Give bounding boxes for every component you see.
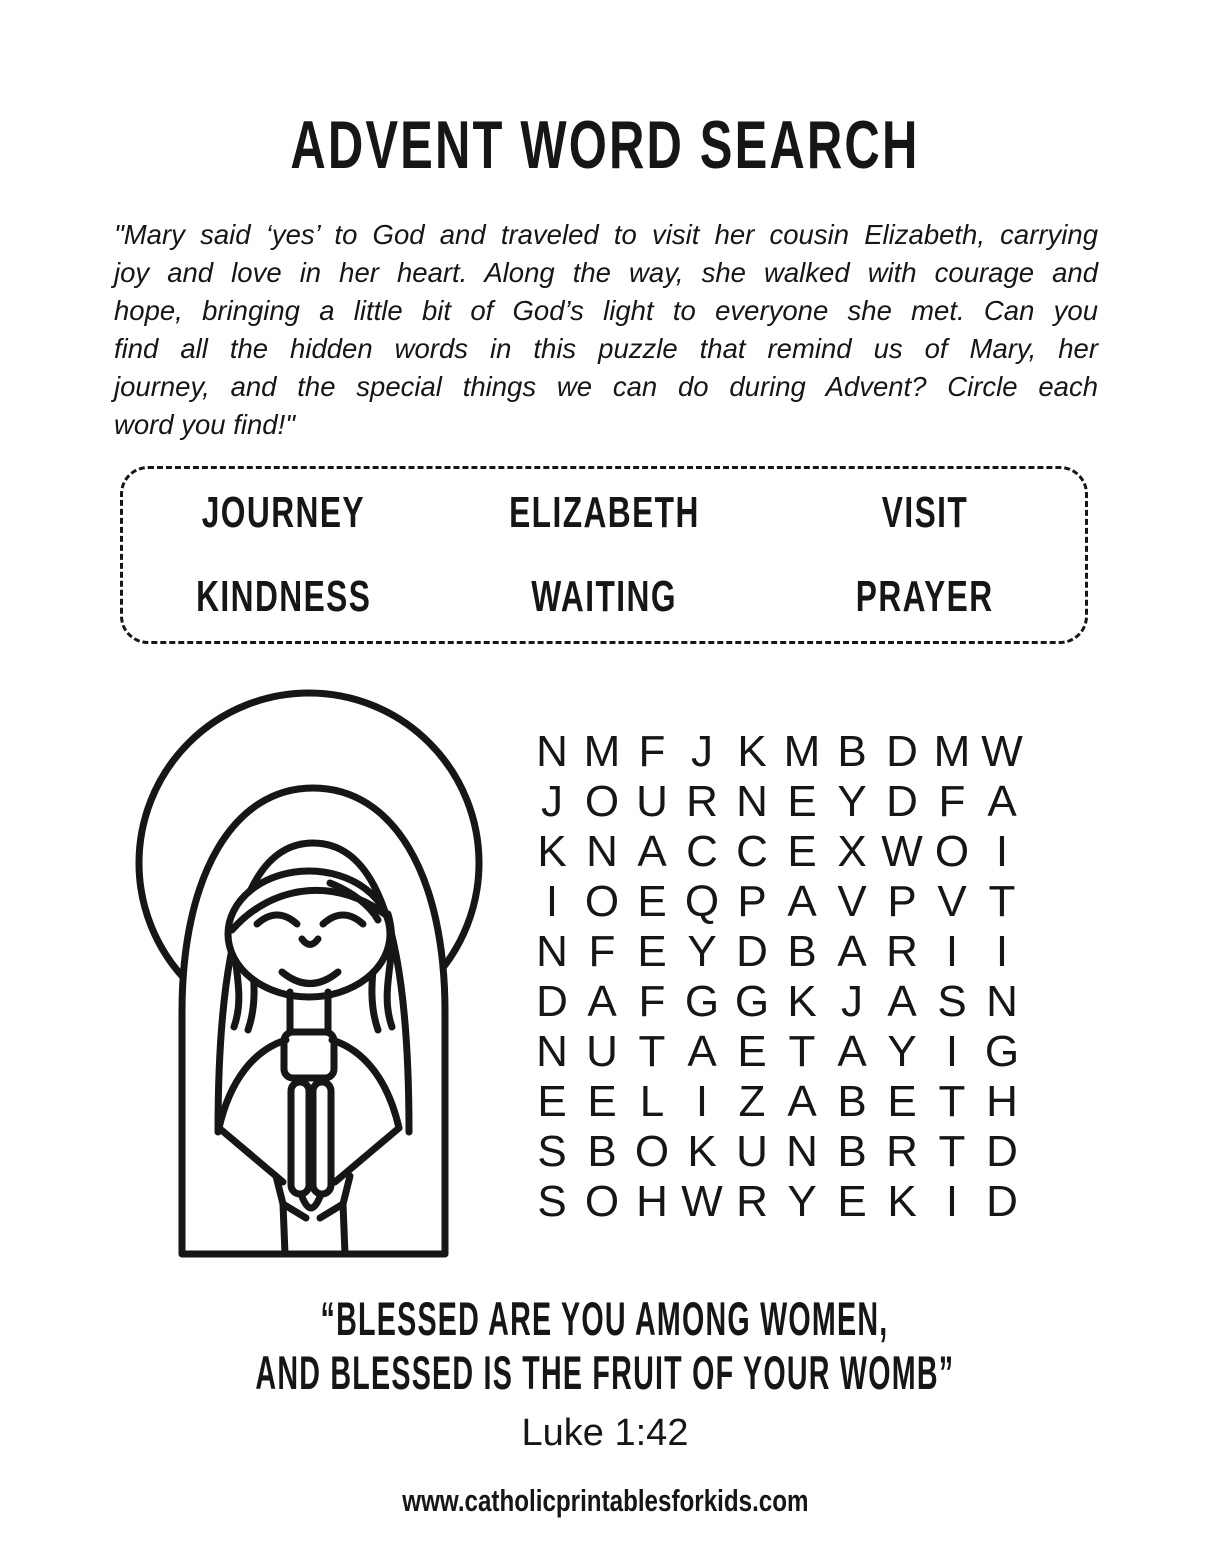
grid-letter: D [536,977,568,1026]
scripture-reference: Luke 1:42 [521,1412,689,1454]
grid-letter: I [545,877,559,926]
word-list-item [472,488,737,538]
footer [0,1483,1210,1519]
grid-letter: Y [687,927,717,976]
grid-letter: C [686,827,718,876]
grid-letter: U [586,1027,618,1076]
grid-letter: F [938,777,966,826]
grid-letter: K [787,977,817,1026]
word-list-item [162,572,405,622]
grid-letter: I [945,1177,959,1226]
grid-letter: M [583,727,621,776]
grid-letter: A [587,977,617,1026]
grid-letter: A [787,877,817,926]
word-list-item-text: JOURNEY [201,488,365,537]
grid-letter: D [886,727,918,776]
quote-line-2-text: AND BLESSED IS THE FRUIT OF YOUR WOMB” [255,1346,955,1399]
grid-letter: T [938,1077,966,1126]
grid-letter: O [584,777,620,826]
grid-letter: D [986,1127,1018,1176]
word-list-item [865,488,985,538]
word-list-item-text: KINDNESS [195,572,371,621]
page-title [0,107,1210,183]
grid-letter: E [787,777,817,826]
grid-letter: B [837,1127,867,1176]
page-title-text: ADVENT WORD SEARCH [290,107,920,183]
grid-letter: S [537,1127,567,1176]
grid-letter: D [886,777,918,826]
grid-letter: S [937,977,967,1026]
praying-hand [313,1082,331,1194]
grid-letter: K [687,1127,717,1176]
grid-letter: N [536,927,568,976]
grid-letter: H [636,1177,668,1226]
word-list-box [120,466,1088,644]
grid-letter: M [783,727,821,776]
grid-letter: F [638,727,666,776]
grid-letter: Y [837,777,867,826]
grid-letter: P [887,877,917,926]
praying-hand [291,1082,309,1194]
grid-letter: N [736,777,768,826]
quote-line-1 [0,1294,1210,1344]
left-robe-fold [283,1204,285,1254]
word-list-item-text: WAITING [531,572,677,621]
grid-letter: Z [738,1077,766,1126]
grid-letter: G [684,977,720,1026]
grid-letter: E [637,877,667,926]
right-robe-fold [343,1204,345,1254]
grid-letter: E [837,1177,867,1226]
grid-letter: U [736,1127,768,1176]
grid-letter: G [984,1027,1020,1076]
grid-letter: Y [887,1027,917,1076]
grid-letter: W [981,727,1023,776]
grid-letter: Y [787,1177,817,1226]
intro-line: word you find!" [114,409,295,440]
grid-letter: D [736,927,768,976]
grid-letter: J [541,777,563,826]
word-list-item-text: PRAYER [855,572,994,621]
grid-letter: V [937,877,967,926]
grid-letter: B [837,727,867,776]
grid-letter: T [988,877,1016,926]
grid-letter: T [938,1127,966,1176]
grid-letter: I [995,927,1009,976]
intro-line: hope, bringing a little bit of God’s light to everyone she met. Can you [114,295,1098,326]
grid-letter: P [737,877,767,926]
grid-letter: E [787,827,817,876]
grid-letter: L [639,1077,665,1126]
grid-letter: E [587,1077,617,1126]
intro-line: journey, and the special things we can do during Advent? Circle each [114,371,1098,402]
grid-letter: K [887,1177,917,1226]
grid-letter: V [837,877,867,926]
collar [284,1032,334,1078]
intro-line: find all the hidden words in this puzzle that remind us of Mary, her [114,333,1098,364]
grid-letter: Q [684,877,720,926]
grid-letter: G [734,977,770,1026]
word-list-item [829,572,1020,622]
intro-line: joy and love in her heart. Along the way, she walked with courage and [114,257,1098,288]
grid-letter: I [995,827,1009,876]
quote-line-1-text: “BLESSED ARE YOU AMONG WOMEN, [321,1292,889,1345]
praying-mary-line-art [126,682,506,1262]
grid-letter: S [537,1177,567,1226]
grid-letter: A [837,1027,867,1076]
word-list-item-text: VISIT [881,488,968,537]
grid-letter: I [945,1027,959,1076]
grid-letter: F [638,977,666,1026]
grid-letter: D [986,1177,1018,1226]
grid-letter: A [987,777,1017,826]
grid-letter: A [887,977,917,1026]
praying-mary-illustration [126,682,506,1262]
grid-letter: B [837,1077,867,1126]
grid-letter: J [691,727,713,776]
grid-letter: A [687,1027,717,1076]
puzzle-grid [527,727,1027,1227]
grid-letter: O [584,1177,620,1226]
grid-letter: O [934,827,970,876]
grid-letter: T [788,1027,816,1076]
grid-letter: B [787,927,817,976]
grid-letter: T [638,1027,666,1076]
grid-letter: N [986,977,1018,1026]
grid-letter: U [636,777,668,826]
grid-letter: R [886,1127,918,1176]
grid-letter: W [681,1177,723,1226]
intro-line: "Mary said ‘yes’ to God and traveled to visit her cousin Elizabeth, carrying [114,219,1098,250]
grid-letter: H [986,1077,1018,1126]
grid-letter: I [695,1077,709,1126]
intro-paragraph [114,216,1098,444]
grid-letter: B [587,1127,617,1176]
grid-letter: N [536,1027,568,1076]
grid-letter: I [945,927,959,976]
grid-letter: M [933,727,971,776]
grid-letter: W [881,827,923,876]
grid-letter: K [537,827,567,876]
grid-letter: A [837,927,867,976]
grid-letter: O [634,1127,670,1176]
grid-letter: N [786,1127,818,1176]
grid-letter: K [737,727,767,776]
grid-letter: E [887,1077,917,1126]
website-url: www.catholicprintablesforkids.com [401,1483,809,1518]
grid-letter: X [837,827,867,876]
grid-letter: A [637,827,667,876]
grid-letter: R [686,777,718,826]
grid-letter: N [586,827,618,876]
word-list-item [170,488,397,538]
quote-line-2 [0,1348,1210,1398]
grid-letter: E [537,1077,567,1126]
grid-letter: R [886,927,918,976]
word-list-item [503,572,705,622]
grid-letter: O [584,877,620,926]
grid-letter: A [787,1077,817,1126]
word-list-item-text: ELIZABETH [508,488,700,537]
grid-letter: E [737,1027,767,1076]
grid-letter: C [736,827,768,876]
grid-letter: E [637,927,667,976]
grid-letter: R [736,1177,768,1226]
grid-letter: F [588,927,616,976]
grid-letter: N [536,727,568,776]
grid-letter: J [841,977,863,1026]
